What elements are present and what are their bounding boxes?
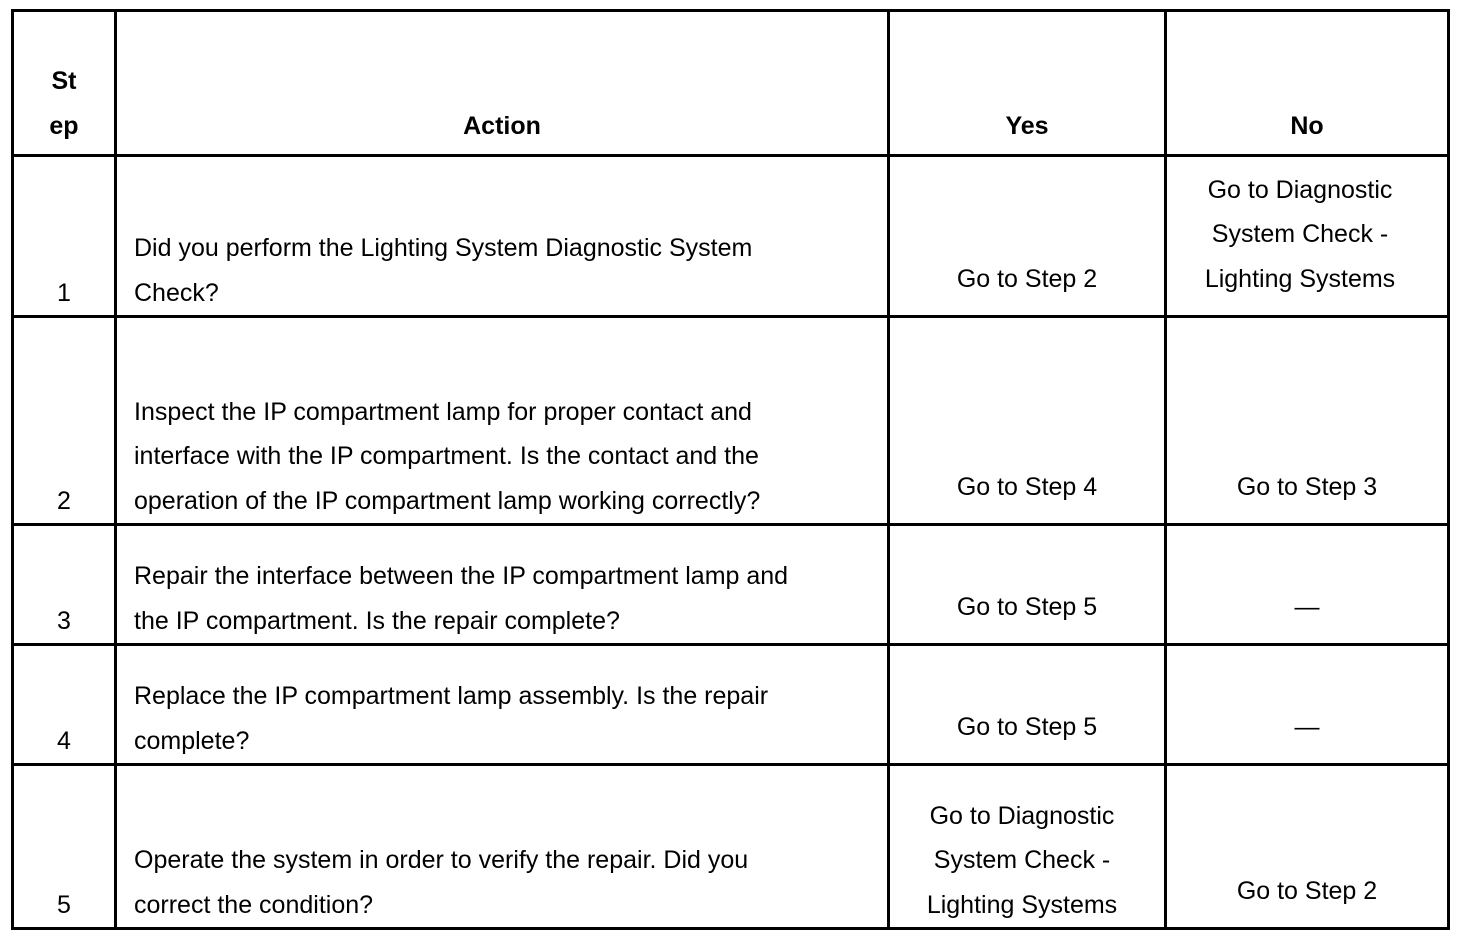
no-result: Go to Step 2 xyxy=(1166,765,1449,929)
action-text: Repair the interface between the IP compartment lamp and the IP compartment. Is the repair complete? xyxy=(116,525,889,645)
table-row xyxy=(13,765,1449,929)
action-text: Replace the IP compartment lamp assembly. Is the repair complete? xyxy=(116,645,889,765)
yes-result-text: Go to Diagnostic System Check - Lighting Systems xyxy=(926,801,1118,919)
step-number: 1 xyxy=(13,156,116,317)
action-text: Operate the system in order to verify the repair. Did you correct the condition? xyxy=(116,765,889,929)
table-row xyxy=(13,317,1449,525)
step-number: 5 xyxy=(13,765,116,929)
no-result: — xyxy=(1166,525,1449,645)
table-row xyxy=(13,525,1449,645)
no-result: — xyxy=(1166,645,1449,765)
table-row xyxy=(13,156,1449,317)
yes-result: Go to Step 5 xyxy=(889,525,1166,645)
diagnostic-table xyxy=(11,9,1450,930)
table-row xyxy=(13,645,1449,765)
yes-result: Go to Step 2 xyxy=(889,156,1166,317)
header-action: Action xyxy=(116,11,889,156)
yes-result: Go to Step 4 xyxy=(889,317,1166,525)
yes-result: Go to Step 5 xyxy=(889,645,1166,765)
action-text: Did you perform the Lighting System Diagnostic System Check? xyxy=(116,156,889,317)
yes-result xyxy=(889,765,1166,929)
action-text: Inspect the IP compartment lamp for proper contact and interface with the IP compartment. Is the contact and the operation of the IP compartment lamp working correctly? xyxy=(116,317,889,525)
no-result-text: Go to Diagnostic System Check - Lighting Systems xyxy=(1204,175,1396,293)
step-number: 4 xyxy=(13,645,116,765)
step-number: 2 xyxy=(13,317,116,525)
header-no: No xyxy=(1166,11,1449,156)
step-number: 3 xyxy=(13,525,116,645)
table-header-row xyxy=(13,11,1449,156)
header-step: St ep xyxy=(13,11,116,156)
no-result xyxy=(1166,156,1449,317)
no-result: Go to Step 3 xyxy=(1166,317,1449,525)
header-yes: Yes xyxy=(889,11,1166,156)
